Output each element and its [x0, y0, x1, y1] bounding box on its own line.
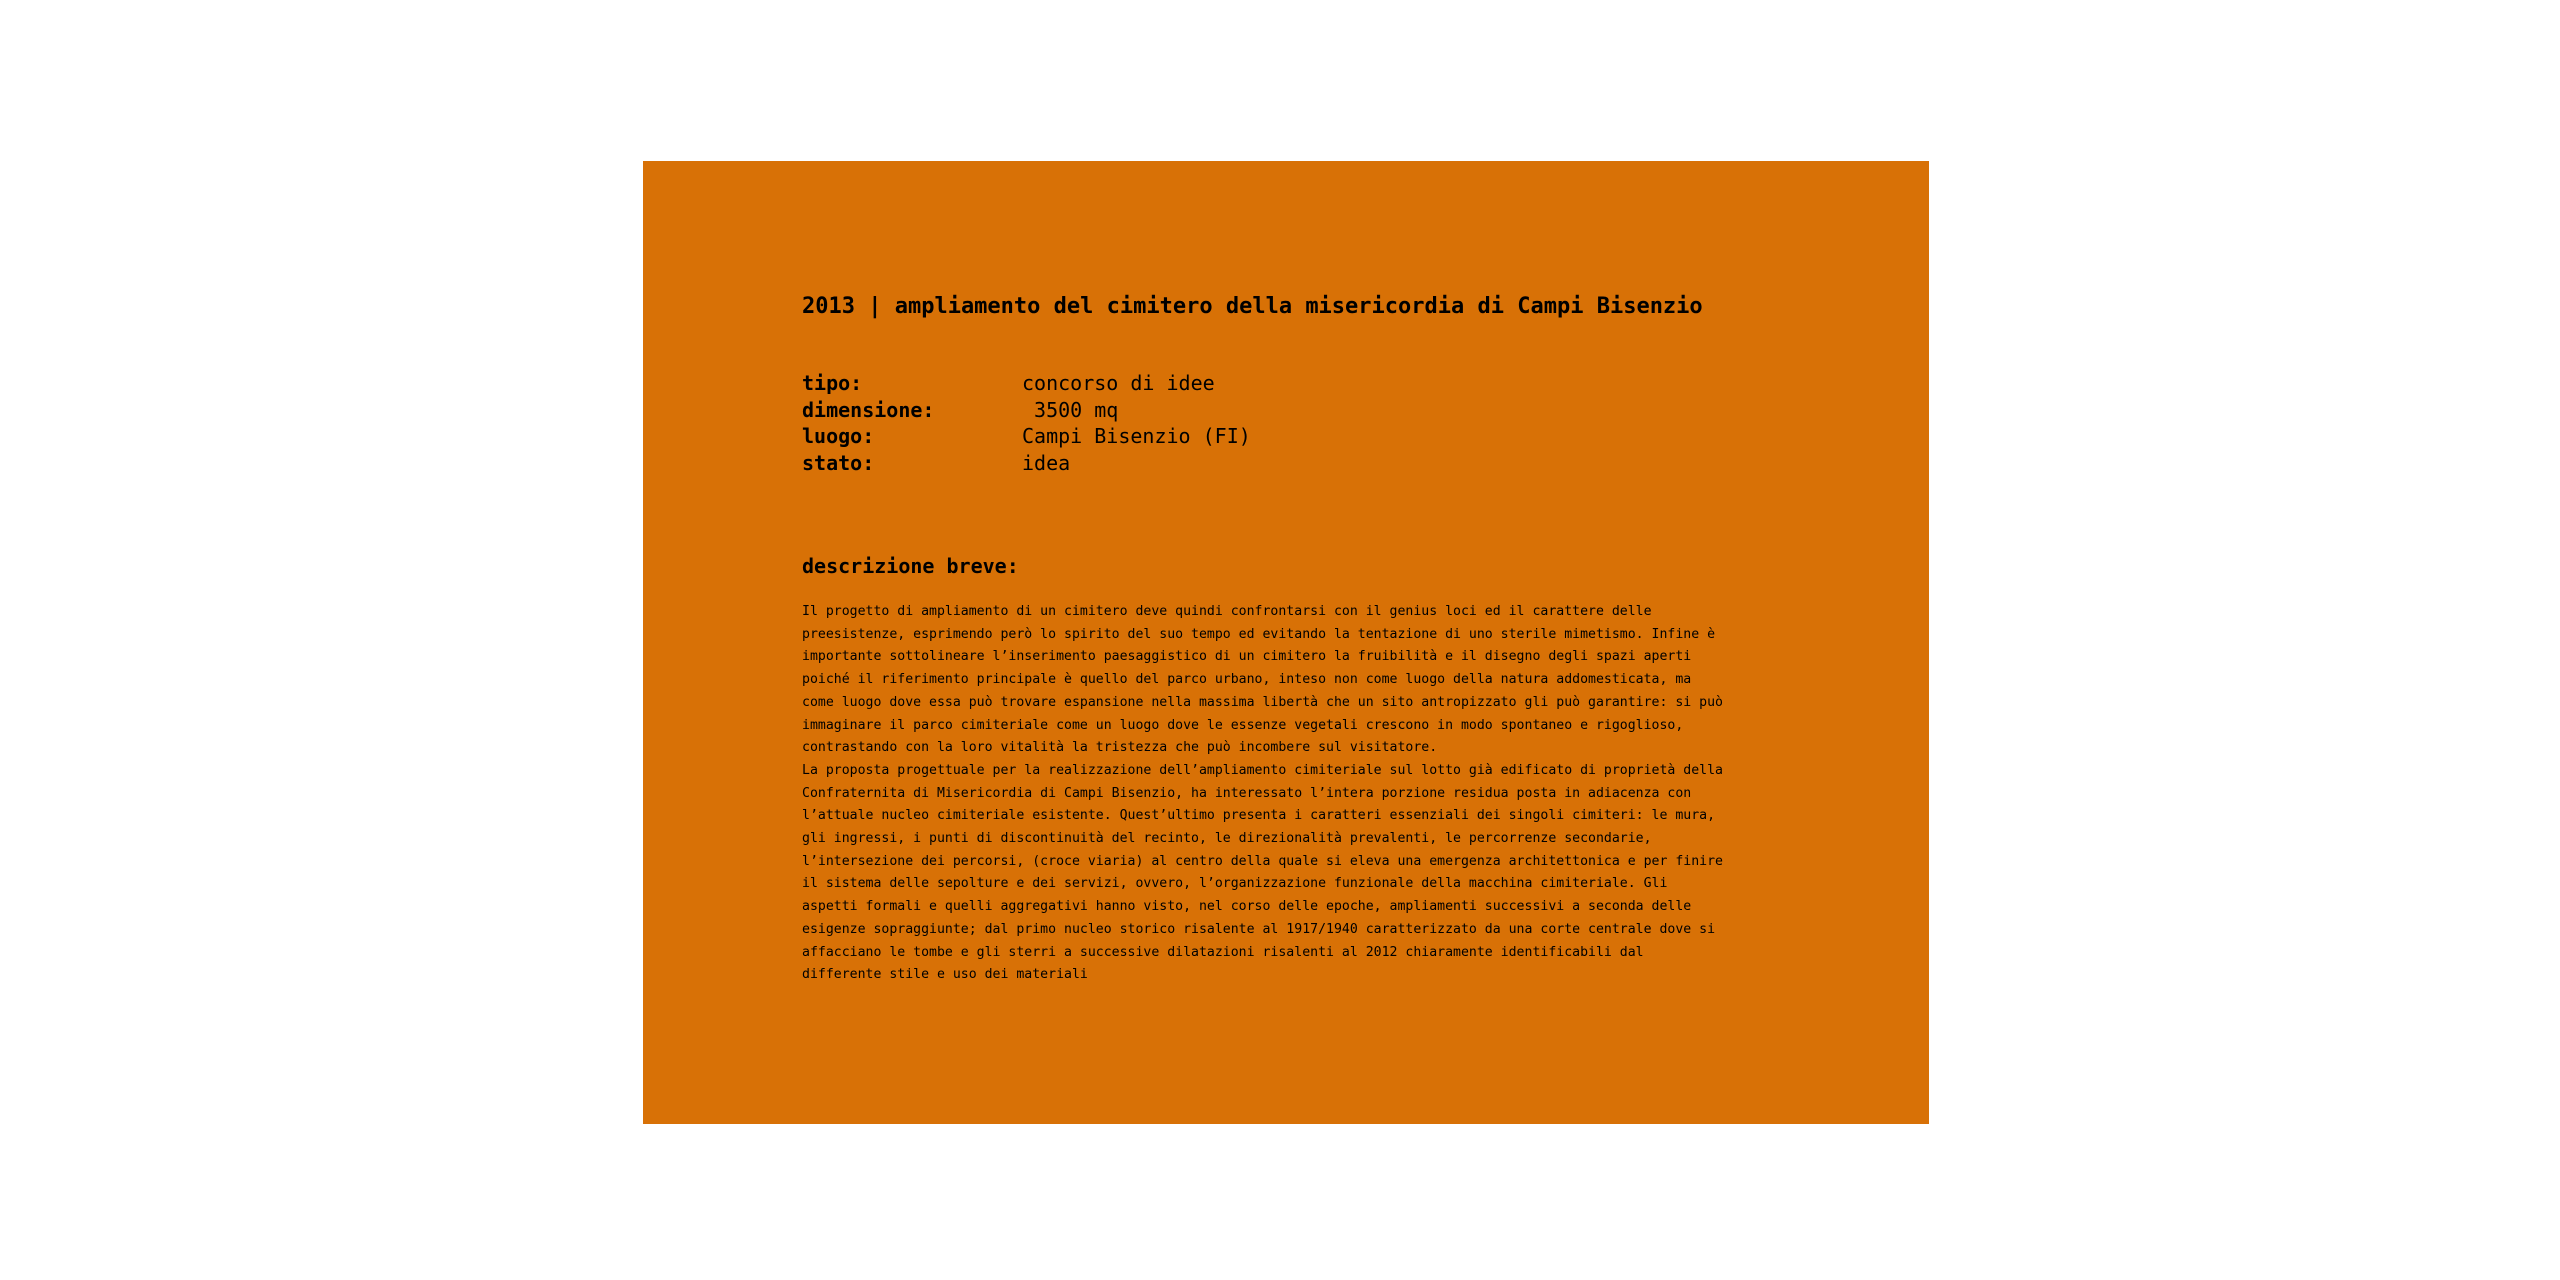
- spec-label: luogo:: [802, 424, 875, 448]
- spec-value: Campi Bisenzio (FI): [1022, 424, 1251, 448]
- spec-label: stato:: [802, 450, 875, 475]
- description-heading: descrizione breve:: [802, 554, 1019, 578]
- spec-value: concorso di idee: [1022, 371, 1215, 395]
- project-specs: [802, 370, 1782, 476]
- description-body: Il progetto di ampliamento di un cimitero deve quindi confrontarsi con il genius loci ed il carattere delle preesistenze, esprimendo però lo spirito del suo tempo ed evitando la tentazione di uno sterile mimetismo. Infine è importante sottolineare l’inserimento paesaggistico di un cimitero la fruibilità e il disegno degli spazi aperti poiché il riferimento principale è quello del parco urbano, inteso non come luogo della natura addomesticata, ma come luogo dove essa può trovare espansione nella massima libertà che un sito antropizzato gli può garantire: si può immaginare il parco cimiteriale come un luogo dove le essenze vegetali crescono in modo spontaneo e rigoglioso, contrastando con la loro vitalità la tristezza che può incombere sul visitatore. La proposta progettuale per la realizzazione dell’ampliamento cimiteriale sul lotto già edificato di proprietà della Confraternita di Misericordia di Campi Bisenzio, ha interessato l’intera porzione residua posta in adiacenza con l’attuale nucleo cimiteriale esistente. Quest’ultimo presenta i caratteri essenziali dei singoli cimiteri: le mura, gli ingressi, i punti di discontinuità del recinto, le direzionalità prevalenti, le percorrenze secondarie, l’intersezione dei percorsi, (croce viaria) al centro della quale si eleva una emergenza architettonica e per finire il sistema delle sepolture e dei servizi, ovvero, l’organizzazione funzionale della macchina cimiteriale. Gli aspetti formali e quelli aggregativi hanno visto, nel corso delle epoche, ampliamenti successivi a seconda delle esigenze sopraggiunte; dal primo nucleo storico risalente al 1917/1940 caratterizzato da una corte centrale dove si affacciano le tombe e gli sterri a successive dilatazioni risalenti al 2012 chiaramente identificabili dal differente stile e uso dei materiali: [802, 604, 1723, 983]
- project-title: 2013 | ampliamento del cimitero della misericordia di Campi Bisenzio: [802, 294, 1703, 319]
- spec-label: dimensione:: [802, 397, 935, 422]
- spec-label: tipo:: [802, 371, 863, 395]
- spec-row-dimensione: [802, 397, 1782, 424]
- project-panel: [643, 161, 1929, 1124]
- spec-value: idea: [1022, 450, 1071, 475]
- spec-row-luogo: [802, 423, 1782, 450]
- spec-value: 3500 mq: [1022, 397, 1119, 422]
- spec-row-tipo: [802, 370, 1782, 397]
- project-content: [802, 292, 1782, 987]
- spec-row-stato: [802, 450, 1782, 477]
